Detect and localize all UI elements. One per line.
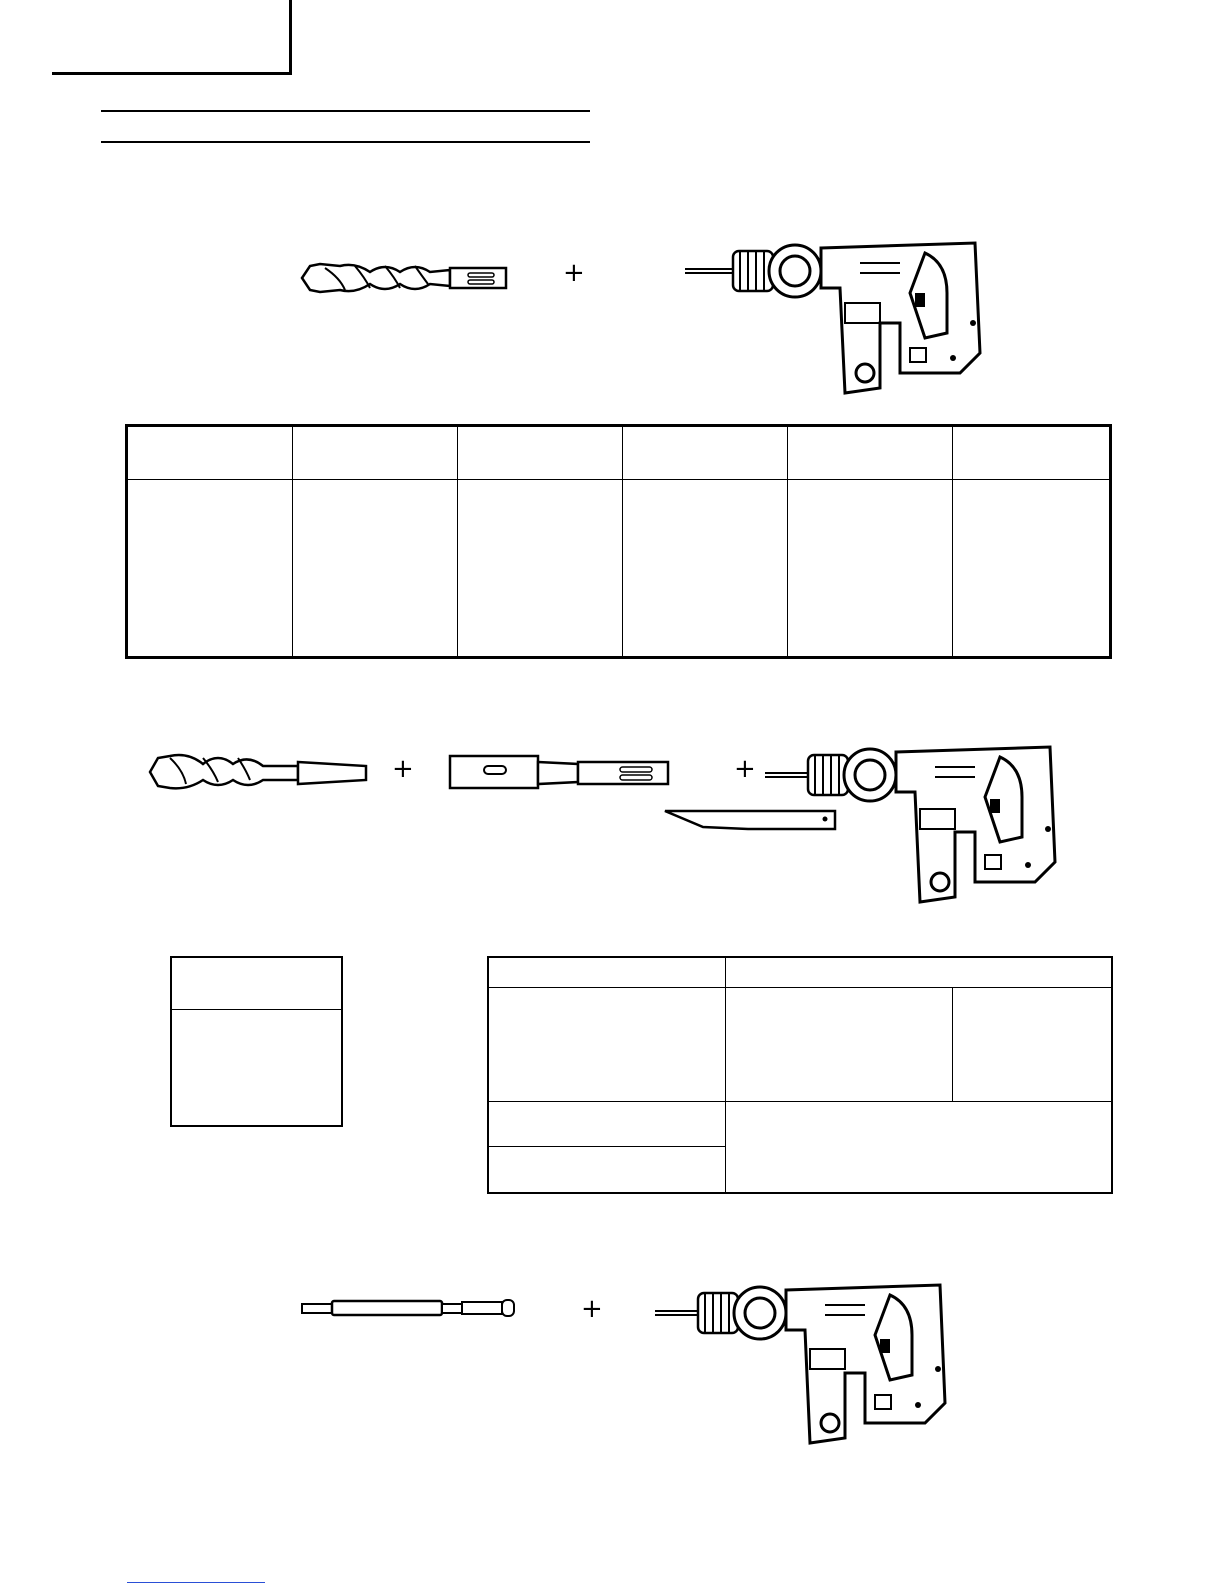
taper-adapter-icon (448, 752, 678, 792)
figure-3 (292, 1270, 992, 1450)
plus-sign: + (563, 258, 585, 288)
table-header-row (127, 426, 1111, 480)
table-cell (293, 426, 458, 480)
table-header-row (171, 957, 342, 1009)
table-cell (458, 426, 623, 480)
table-cell (953, 987, 1113, 1101)
header-rule-top (101, 110, 590, 112)
plus-sign: + (581, 1294, 603, 1324)
table-cell (726, 957, 1113, 987)
table-cell (488, 987, 726, 1101)
table-cell (488, 1146, 726, 1193)
spec-table-1 (125, 424, 1112, 659)
header-rule-bottom (101, 141, 590, 143)
hammer-drill-icon (685, 233, 995, 398)
plus-sign: + (392, 754, 414, 784)
shank-rod-icon (300, 1296, 520, 1320)
spec-table-3 (487, 956, 1113, 1194)
table-cell (488, 1101, 726, 1146)
table-cell (171, 957, 342, 1009)
table-cell (726, 987, 953, 1101)
table-cell (788, 426, 953, 480)
table-cell (623, 426, 788, 480)
table-cell (127, 480, 293, 658)
table-header-row (488, 957, 1112, 987)
table-cell (488, 957, 726, 987)
corner-tab-vertical (289, 0, 292, 75)
table-row (127, 480, 1111, 658)
table-cell (127, 426, 293, 480)
figure-2 (138, 732, 1068, 907)
table-row (171, 1009, 342, 1126)
spec-table-2 (170, 956, 343, 1127)
table-cell (171, 1009, 342, 1126)
table-cell (953, 426, 1111, 480)
figure-1 (280, 228, 1000, 408)
sds-drill-bit-icon (300, 258, 500, 298)
table-cell (293, 480, 458, 658)
plus-sign: + (734, 754, 756, 784)
footer-underline (127, 1582, 265, 1583)
hammer-drill-icon (655, 1275, 955, 1450)
table-cell (458, 480, 623, 658)
table-row (488, 987, 1112, 1101)
table-cell (726, 1101, 1113, 1193)
taper-shank-bit-icon (148, 750, 373, 795)
hammer-drill-icon (765, 737, 1065, 907)
table-cell (953, 480, 1111, 658)
table-cell (623, 480, 788, 658)
corner-tab-horizontal (52, 72, 292, 75)
table-row (488, 1101, 1112, 1146)
table-cell (788, 480, 953, 658)
